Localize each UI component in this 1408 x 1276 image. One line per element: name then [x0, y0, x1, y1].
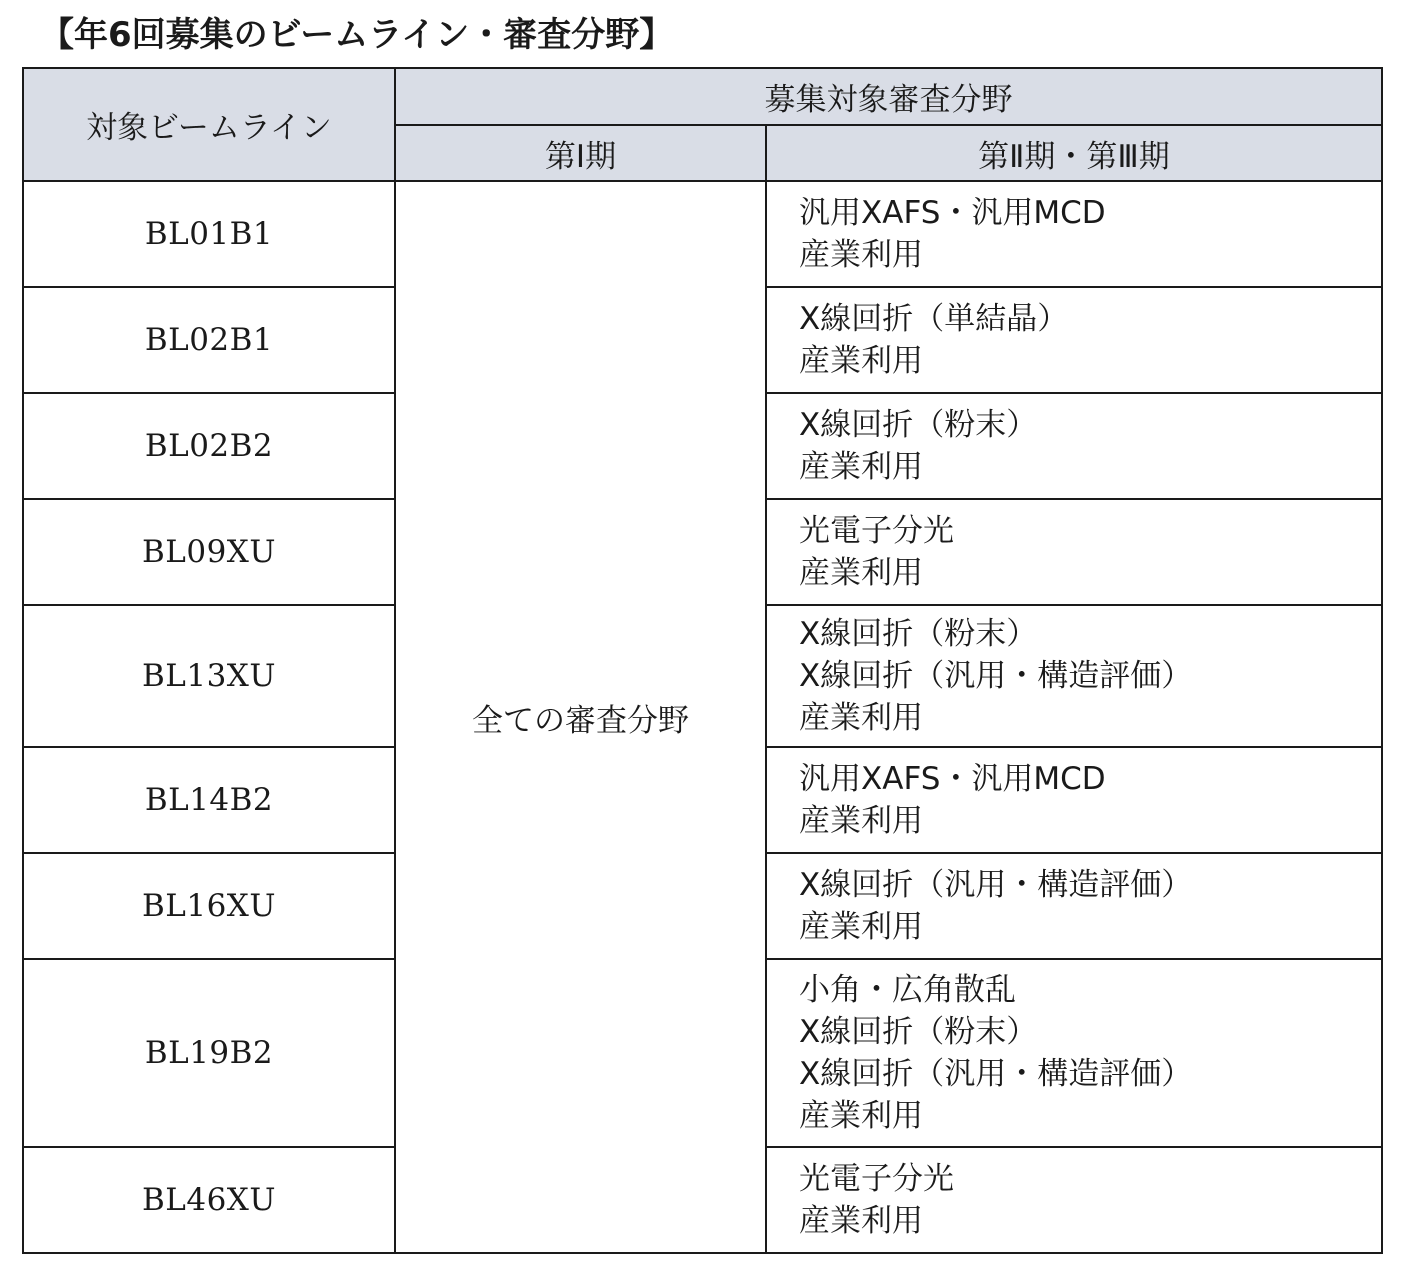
review-field: 光電子分光: [799, 513, 954, 549]
phase23-fields-cell: [766, 499, 1382, 605]
header-fields-group: 募集対象審査分野: [395, 68, 1382, 125]
beamline-cell: BL13XU: [23, 605, 395, 747]
review-field: X線回折（粉末）: [799, 616, 1038, 652]
phase23-fields-cell: [766, 747, 1382, 853]
phase1-fields-cell: 全ての審査分野: [395, 181, 766, 1253]
beamline-cell: BL09XU: [23, 499, 395, 605]
review-field: 産業利用: [799, 343, 923, 379]
review-field: 産業利用: [799, 237, 923, 273]
beamline-cell: BL16XU: [23, 853, 395, 959]
review-field: X線回折（汎用・構造評価）: [799, 1056, 1193, 1092]
review-field: 汎用XAFS・汎用MCD: [799, 195, 1106, 231]
review-field: 産業利用: [799, 555, 923, 591]
review-field: 産業利用: [799, 803, 923, 839]
review-field: 産業利用: [799, 909, 923, 945]
beamline-cell: BL46XU: [23, 1147, 395, 1253]
phase23-fields-cell: [766, 959, 1382, 1147]
phase23-fields-cell: [766, 853, 1382, 959]
phase23-fields-cell: [766, 605, 1382, 747]
table-row: [23, 181, 1382, 287]
review-field: 産業利用: [799, 449, 923, 485]
phase23-fields-cell: [766, 393, 1382, 499]
review-field: 産業利用: [799, 1203, 923, 1239]
phase23-fields-cell: [766, 1147, 1382, 1253]
beamline-cell: BL01B1: [23, 181, 395, 287]
page-title: 【年6回募集のビームライン・審査分野】: [40, 15, 674, 55]
review-field: X線回折（汎用・構造評価）: [799, 658, 1193, 694]
header-beamline: 対象ビームライン: [23, 68, 395, 181]
beamline-cell: BL02B2: [23, 393, 395, 499]
review-field: 小角・広角散乱: [799, 972, 1016, 1008]
review-field: X線回折（粉末）: [799, 407, 1038, 443]
review-field: 産業利用: [799, 700, 923, 736]
review-field: 汎用XAFS・汎用MCD: [799, 761, 1106, 797]
review-field: 光電子分光: [799, 1161, 954, 1197]
review-field: X線回折（粉末）: [799, 1014, 1038, 1050]
table-body: [23, 181, 1382, 1253]
header-phase1: 第Ⅰ期: [395, 125, 766, 181]
review-field: X線回折（単結晶）: [799, 301, 1069, 337]
table-header: [23, 68, 1382, 181]
beamline-cell: BL02B1: [23, 287, 395, 393]
beamline-cell: BL19B2: [23, 959, 395, 1147]
review-field: 産業利用: [799, 1098, 923, 1134]
beamline-table: [22, 67, 1383, 1254]
header-phase23: 第Ⅱ期・第Ⅲ期: [766, 125, 1382, 181]
phase23-fields-cell: [766, 181, 1382, 287]
phase23-fields-cell: [766, 287, 1382, 393]
beamline-cell: BL14B2: [23, 747, 395, 853]
review-field: X線回折（汎用・構造評価）: [799, 867, 1193, 903]
